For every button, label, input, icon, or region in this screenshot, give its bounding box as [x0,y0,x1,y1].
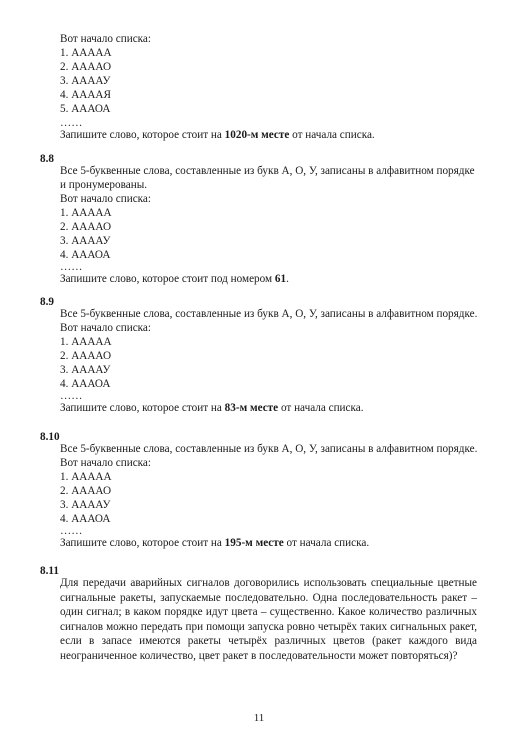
list-item: 1. ААААА [60,207,112,219]
list-intro: Вот начало списка: [60,33,152,45]
list-item: 2. ААААО [60,61,112,73]
problem-number: 8.8 [40,153,54,165]
problem-text: Все 5-буквенные слова, составленные из букв А, О, У, записаны в алфавитном порядке [60,165,475,177]
list-item: 4. АААОА [60,378,111,390]
list-item: 3. ААААУ [60,364,111,376]
question-text: Запишите слово, которое стоит на [60,402,225,414]
question-text: от начала списка. [278,402,364,414]
question-text: от начала списка. [283,537,370,549]
problem-text: Для передачи аварийных сигналов договорились использовать специальные цветные сигнальные ракеты, запускаемые последовательно. Одна последовательность ракет – один сигнал; в каком порядке идут цвета – существенно. Какое количество различных сигналов можно передать при помощи запуска ровно четырёх таких сигнальных ракет, если в запасе имеются ракеты четырёх различных цветов (ракет каждого вида неограниченное количество, цвет ракет в последовательности может повторяться)? [60,577,477,662]
list-intro: Вот начало списка: [60,457,152,469]
question-text: Запишите слово, которое стоит под номером [60,273,275,285]
question [60,128,375,142]
list-item: 3. ААААУ [60,75,111,87]
question-text: . [286,273,289,285]
question-text: от начала списка. [289,129,375,141]
question-text: Запишите слово, которое стоит на [60,129,225,141]
problem-text: Все 5-буквенные слова, составленные из букв А, О, У, записаны в алфавитном порядке. [60,443,478,455]
list-ellipsis: …… [60,117,83,129]
list-item: 2. ААААО [60,350,112,362]
list-item: 2. ААААО [60,485,112,497]
page-number: 11 [253,712,265,724]
problem-text: и пронумерованы. [60,179,148,191]
list-item: 4. АААОА [60,513,111,525]
question-emphasis: 61 [274,273,287,285]
question-emphasis: 83-м месте [224,402,279,414]
list-item: 4. ААААЯ [60,89,111,101]
question [60,536,369,550]
question-text: Запишите слово, которое стоит на [60,537,225,549]
problem-text: Все 5-буквенные слова, составленные из букв А, О, У, записаны в алфавитном порядке. [60,308,478,320]
problem-number: 8.11 [40,565,59,577]
list-ellipsis: …… [60,525,83,537]
question-emphasis: 195-м месте [224,537,284,549]
question [60,272,289,286]
list-intro: Вот начало списка: [60,193,152,205]
list-item: 1. ААААА [60,47,112,59]
list-intro: Вот начало списка: [60,322,152,334]
list-item: 3. ААААУ [60,235,111,247]
question-emphasis: 1020-м месте [224,129,290,141]
list-item: 5. АААОА [60,103,111,115]
list-ellipsis: …… [60,390,83,402]
list-item: 1. ААААА [60,336,112,348]
list-item: 4. АААОА [60,249,111,261]
problem-number: 8.9 [40,296,54,308]
list-item: 1. ААААА [60,471,112,483]
problem-number: 8.10 [40,431,60,443]
list-item: 2. ААААО [60,221,112,233]
question [60,401,364,415]
list-ellipsis: …… [60,261,83,273]
list-item: 3. ААААУ [60,499,111,511]
